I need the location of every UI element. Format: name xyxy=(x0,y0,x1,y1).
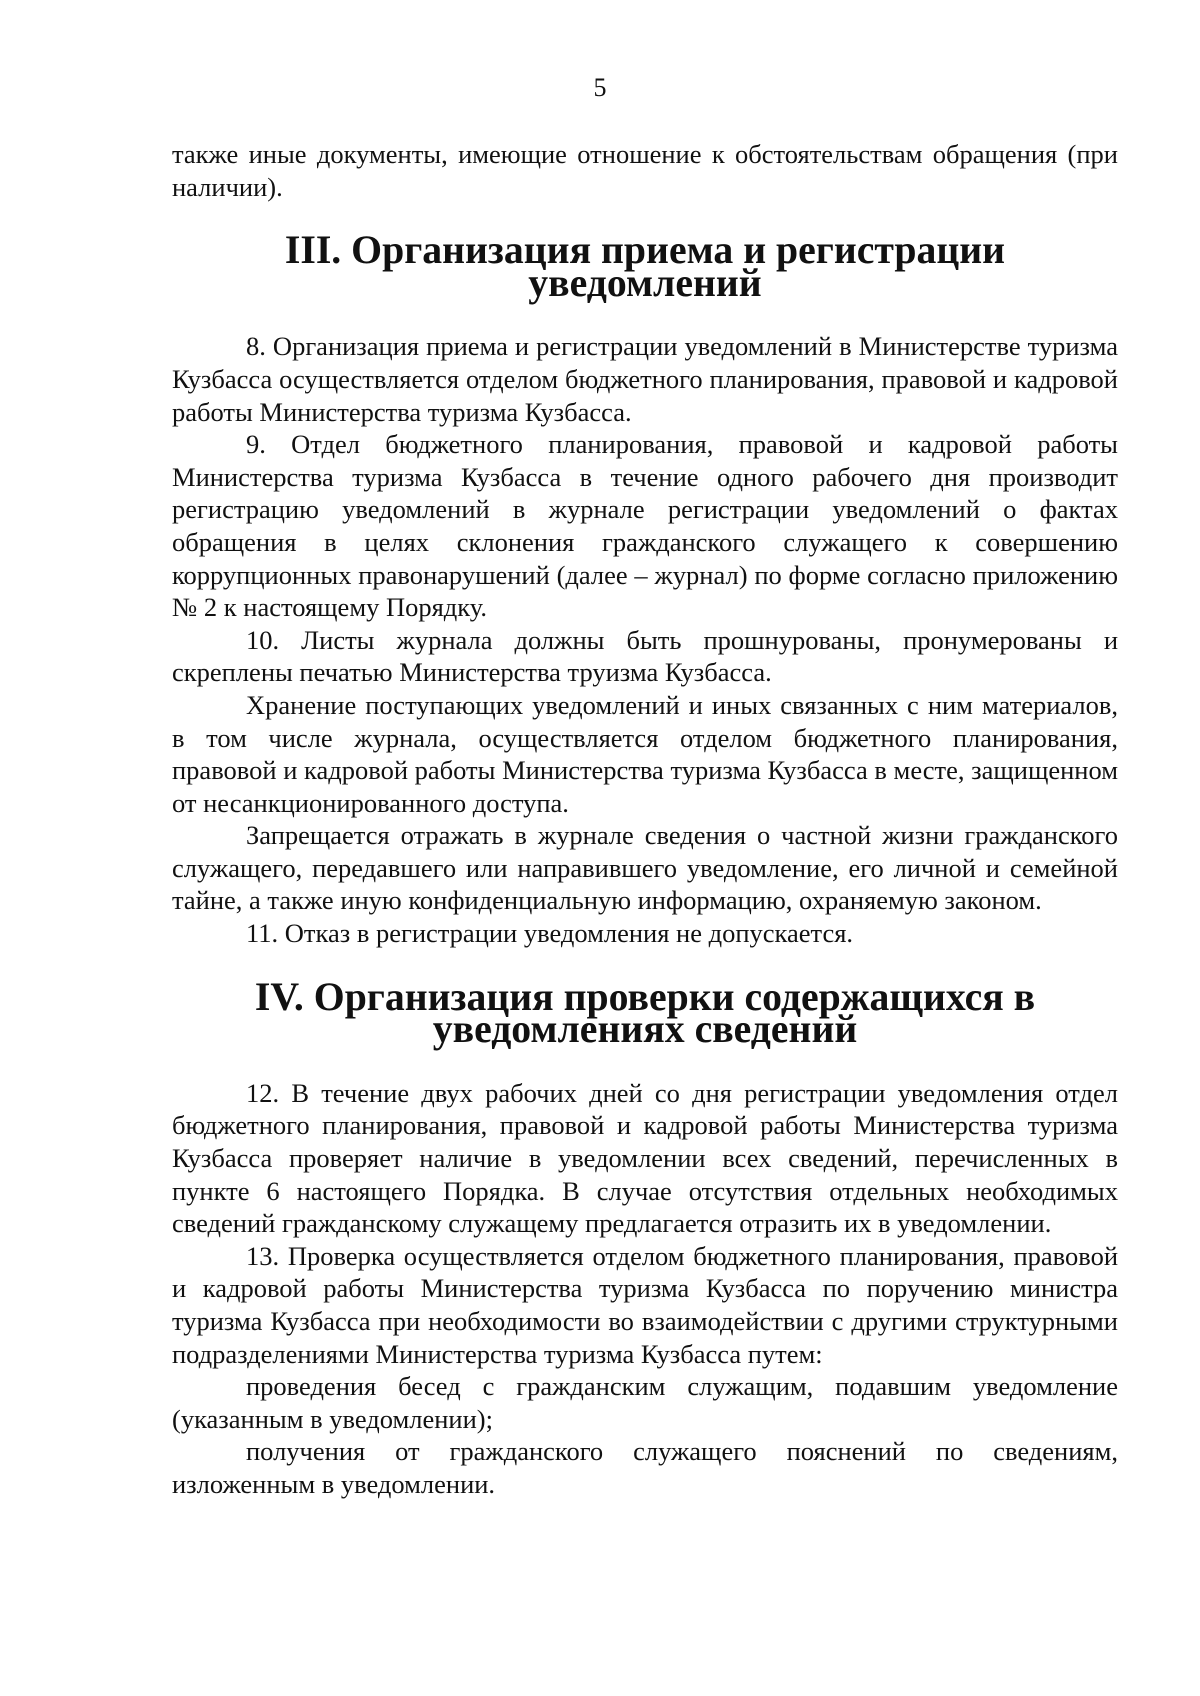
paragraph: Хранение поступающих уведомлений и иных связанных с ним материалов, в том числе журнала, осуществляется отделом бюджетного планирования, правовой и кадровой работы Министерства туризма Кузбасса в месте, защищенном от несанкционированного доступа. xyxy=(172,689,1118,818)
paragraph: 11. Отказ в регистрации уведомления не допускается. xyxy=(246,918,854,949)
paragraph: 13. Проверка осуществляется отделом бюджетного планирования, правовой и кадровой работы Министерства туризма Кузбасса по поручению министра туризма Кузбасса при необходимости во взаимодействии с другими структурными подразделениями Министерства туризма Кузбасса путем: xyxy=(172,1240,1118,1369)
paragraph: 12. В течение двух рабочих дней со дня регистрации уведомления отдел бюджетного планирования, правовой и кадровой работы Министерства туризма Кузбасса проверяет наличие в уведомлении всех сведений, перечисленных в пункте 6 настоящего Порядка. В случае отсутствия отдельных необходимых сведений гражданскому служащему предлагается отразить их в уведомлении. xyxy=(172,1077,1118,1239)
section-heading: IV. Организация проверки содержащихся в уведомлениях сведений xyxy=(254,974,1036,1052)
section-heading: III. Организация приема и регистрации уведомлений xyxy=(284,228,1006,305)
paragraph: 10. Листы журнала должны быть прошнурованы, пронумерованы и скреплены печатью Министерства труизма Кузбасса. xyxy=(172,624,1118,688)
document-body xyxy=(172,138,1118,1501)
page-number: 5 xyxy=(593,73,607,102)
paragraph: получения от гражданского служащего пояснений по сведениям, изложенным в уведомлении. xyxy=(172,1436,1118,1499)
paragraph: также иные документы, имеющие отношение к обстоятельствам обращения (при наличии). xyxy=(172,139,1118,202)
paragraph: 9. Отдел бюджетного планирования, правовой и кадровой работы Министерства туризма Кузбасса в течение одного рабочего дня производит регистрацию уведомлений в журнале регистрации уведомлений о фактах обращения в целях склонения гражданского служащего к совершению коррупционных правонарушений (далее – журнал) по форме согласно приложению № 2 к настоящему Порядку. xyxy=(172,429,1118,623)
paragraph: 8. Организация приема и регистрации уведомлений в Министерстве туризма Кузбасса осуществляется отделом бюджетного планирования, правовой и кадровой работы Министерства туризма Кузбасса. xyxy=(172,331,1118,427)
paragraph: проведения бесед с гражданским служащим, подавшим уведомление (указанным в уведомлении); xyxy=(172,1371,1118,1434)
paragraph: Запрещается отражать в журнале сведения о частной жизни гражданского служащего, передавшего или направившего уведомление, его личной и семейной тайне, а также иную конфиденциальную информацию, охраняемую законом. xyxy=(172,820,1118,916)
